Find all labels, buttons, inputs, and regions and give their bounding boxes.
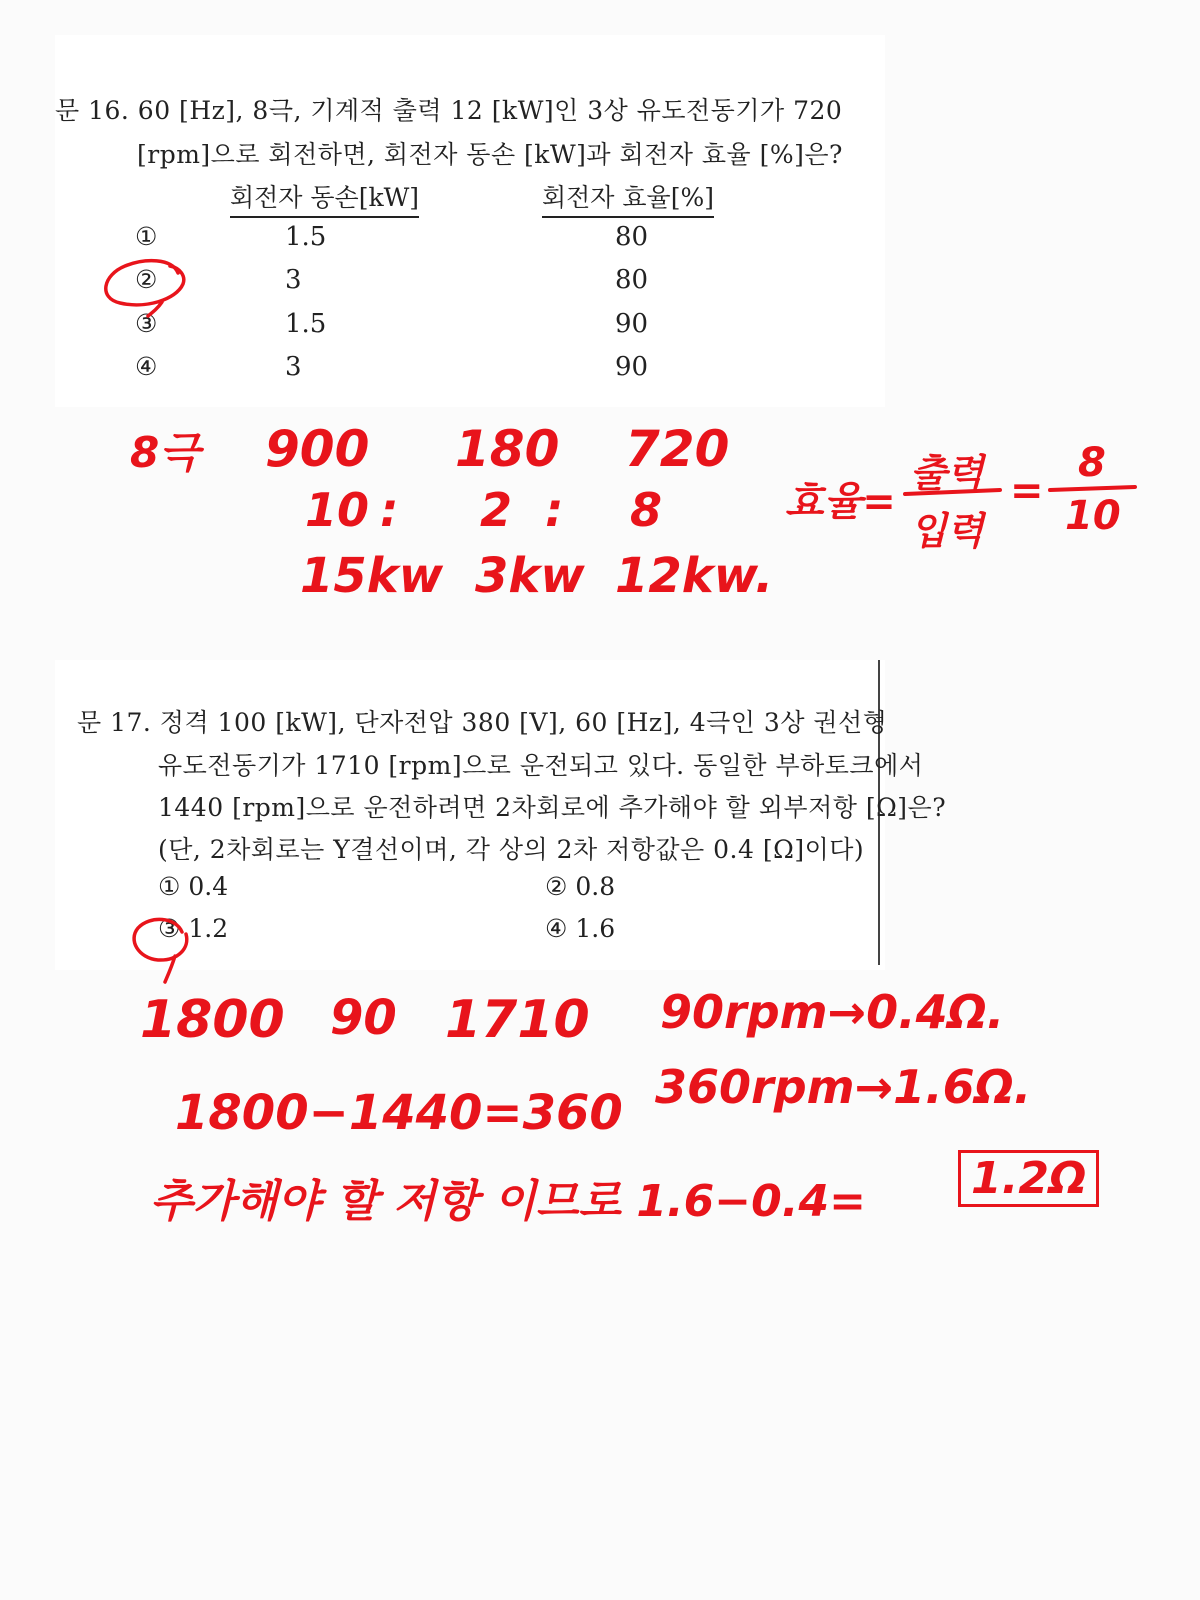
q16-option-1-loss: 1.5 — [285, 222, 327, 252]
q16-col2-header: 회전자 효율[%] — [542, 178, 714, 218]
q17-line4: (단, 2차회로는 Y결선이며, 각 상의 2차 저항값은 0.4 [Ω]이다) — [158, 835, 865, 864]
answer-circle-q17 — [134, 919, 187, 982]
note-720: 720 — [625, 420, 730, 478]
q16-option-1-eff: 80 — [615, 222, 649, 252]
note-poles: 8극 — [130, 428, 200, 477]
note-900: 900 — [265, 420, 370, 478]
note-ratio-colon-2: : — [545, 483, 564, 537]
q16-option-1-symbol: ① — [135, 222, 158, 251]
q16-option-3-loss: 1.5 — [285, 309, 327, 339]
note-calc-difference: 1800−1440=360 — [175, 1085, 623, 1141]
q16-option-2-symbol: ② — [135, 265, 158, 294]
q16-option-3-symbol: ③ — [135, 309, 158, 338]
q17-line3: 1440 [rpm]으로 운전하려면 2차회로에 추가해야 할 외부저항 [Ω]은? — [158, 793, 947, 822]
q16-option-4-symbol: ④ — [135, 352, 158, 381]
note-3kw: 3kw — [475, 548, 585, 604]
note-efficiency-numerator: 출력 — [910, 451, 984, 495]
note-15kw: 15kw — [300, 548, 444, 604]
note-90rpm-mapping: 90rpm→0.4Ω. — [660, 985, 1005, 1039]
note-ratio-colon-1: : — [380, 483, 399, 537]
note-90: 90 — [330, 990, 397, 1046]
note-ratio-8: 8 — [630, 483, 663, 537]
q17-option-1: ① 0.4 — [158, 872, 229, 901]
note-ratio-10: 10 — [305, 483, 370, 537]
q16-option-4-loss: 3 — [285, 352, 302, 382]
note-1710: 1710 — [445, 990, 590, 1050]
note-conclusion: 추가해야 할 저항 이므로 1.6−0.4= — [150, 1176, 866, 1227]
note-360rpm-mapping: 360rpm→1.6Ω. — [655, 1060, 1032, 1114]
note-12kw: 12kw. — [615, 548, 774, 604]
note-fraction-numerator: 8 — [1078, 440, 1106, 486]
q16-line2: [rpm]으로 회전하면, 회전자 동손 [kW]과 회전자 효율 [%]은? — [137, 140, 843, 169]
q17-option-4: ④ 1.6 — [545, 914, 616, 943]
q16-option-3-eff: 90 — [615, 309, 649, 339]
note-final-answer: 1.2Ω — [958, 1150, 1099, 1207]
q16-option-2-eff: 80 — [615, 265, 649, 295]
q17-line1: 문 17. 정격 100 [kW], 단자전압 380 [V], 60 [Hz], 4극인 3상 권선형 — [77, 708, 888, 737]
q17-option-3: ③ 1.2 — [158, 914, 229, 943]
note-equals: = — [1010, 468, 1044, 514]
note-efficiency-label: 효율= — [785, 479, 896, 525]
note-fraction-denominator: 10 — [1065, 493, 1121, 539]
q17-option-2: ② 0.8 — [545, 872, 616, 901]
q16-col1-header: 회전자 동손[kW] — [230, 178, 419, 218]
note-180: 180 — [455, 420, 560, 478]
note-efficiency-denominator: 입력 — [910, 509, 984, 553]
note-ratio-2: 2 — [480, 483, 513, 537]
note-1800: 1800 — [140, 990, 285, 1050]
fraction-bar-ratio — [1050, 487, 1135, 490]
q16-option-2-loss: 3 — [285, 265, 302, 295]
answer-circle-q16 — [106, 261, 184, 316]
q16-line1: 문 16. 60 [Hz], 8극, 기계적 출력 12 [kW]인 3상 유도전동기가 720 — [55, 96, 843, 125]
q16-option-4-eff: 90 — [615, 352, 649, 382]
q17-line2: 유도전동기가 1710 [rpm]으로 운전되고 있다. 동일한 부하토크에서 — [158, 751, 924, 780]
